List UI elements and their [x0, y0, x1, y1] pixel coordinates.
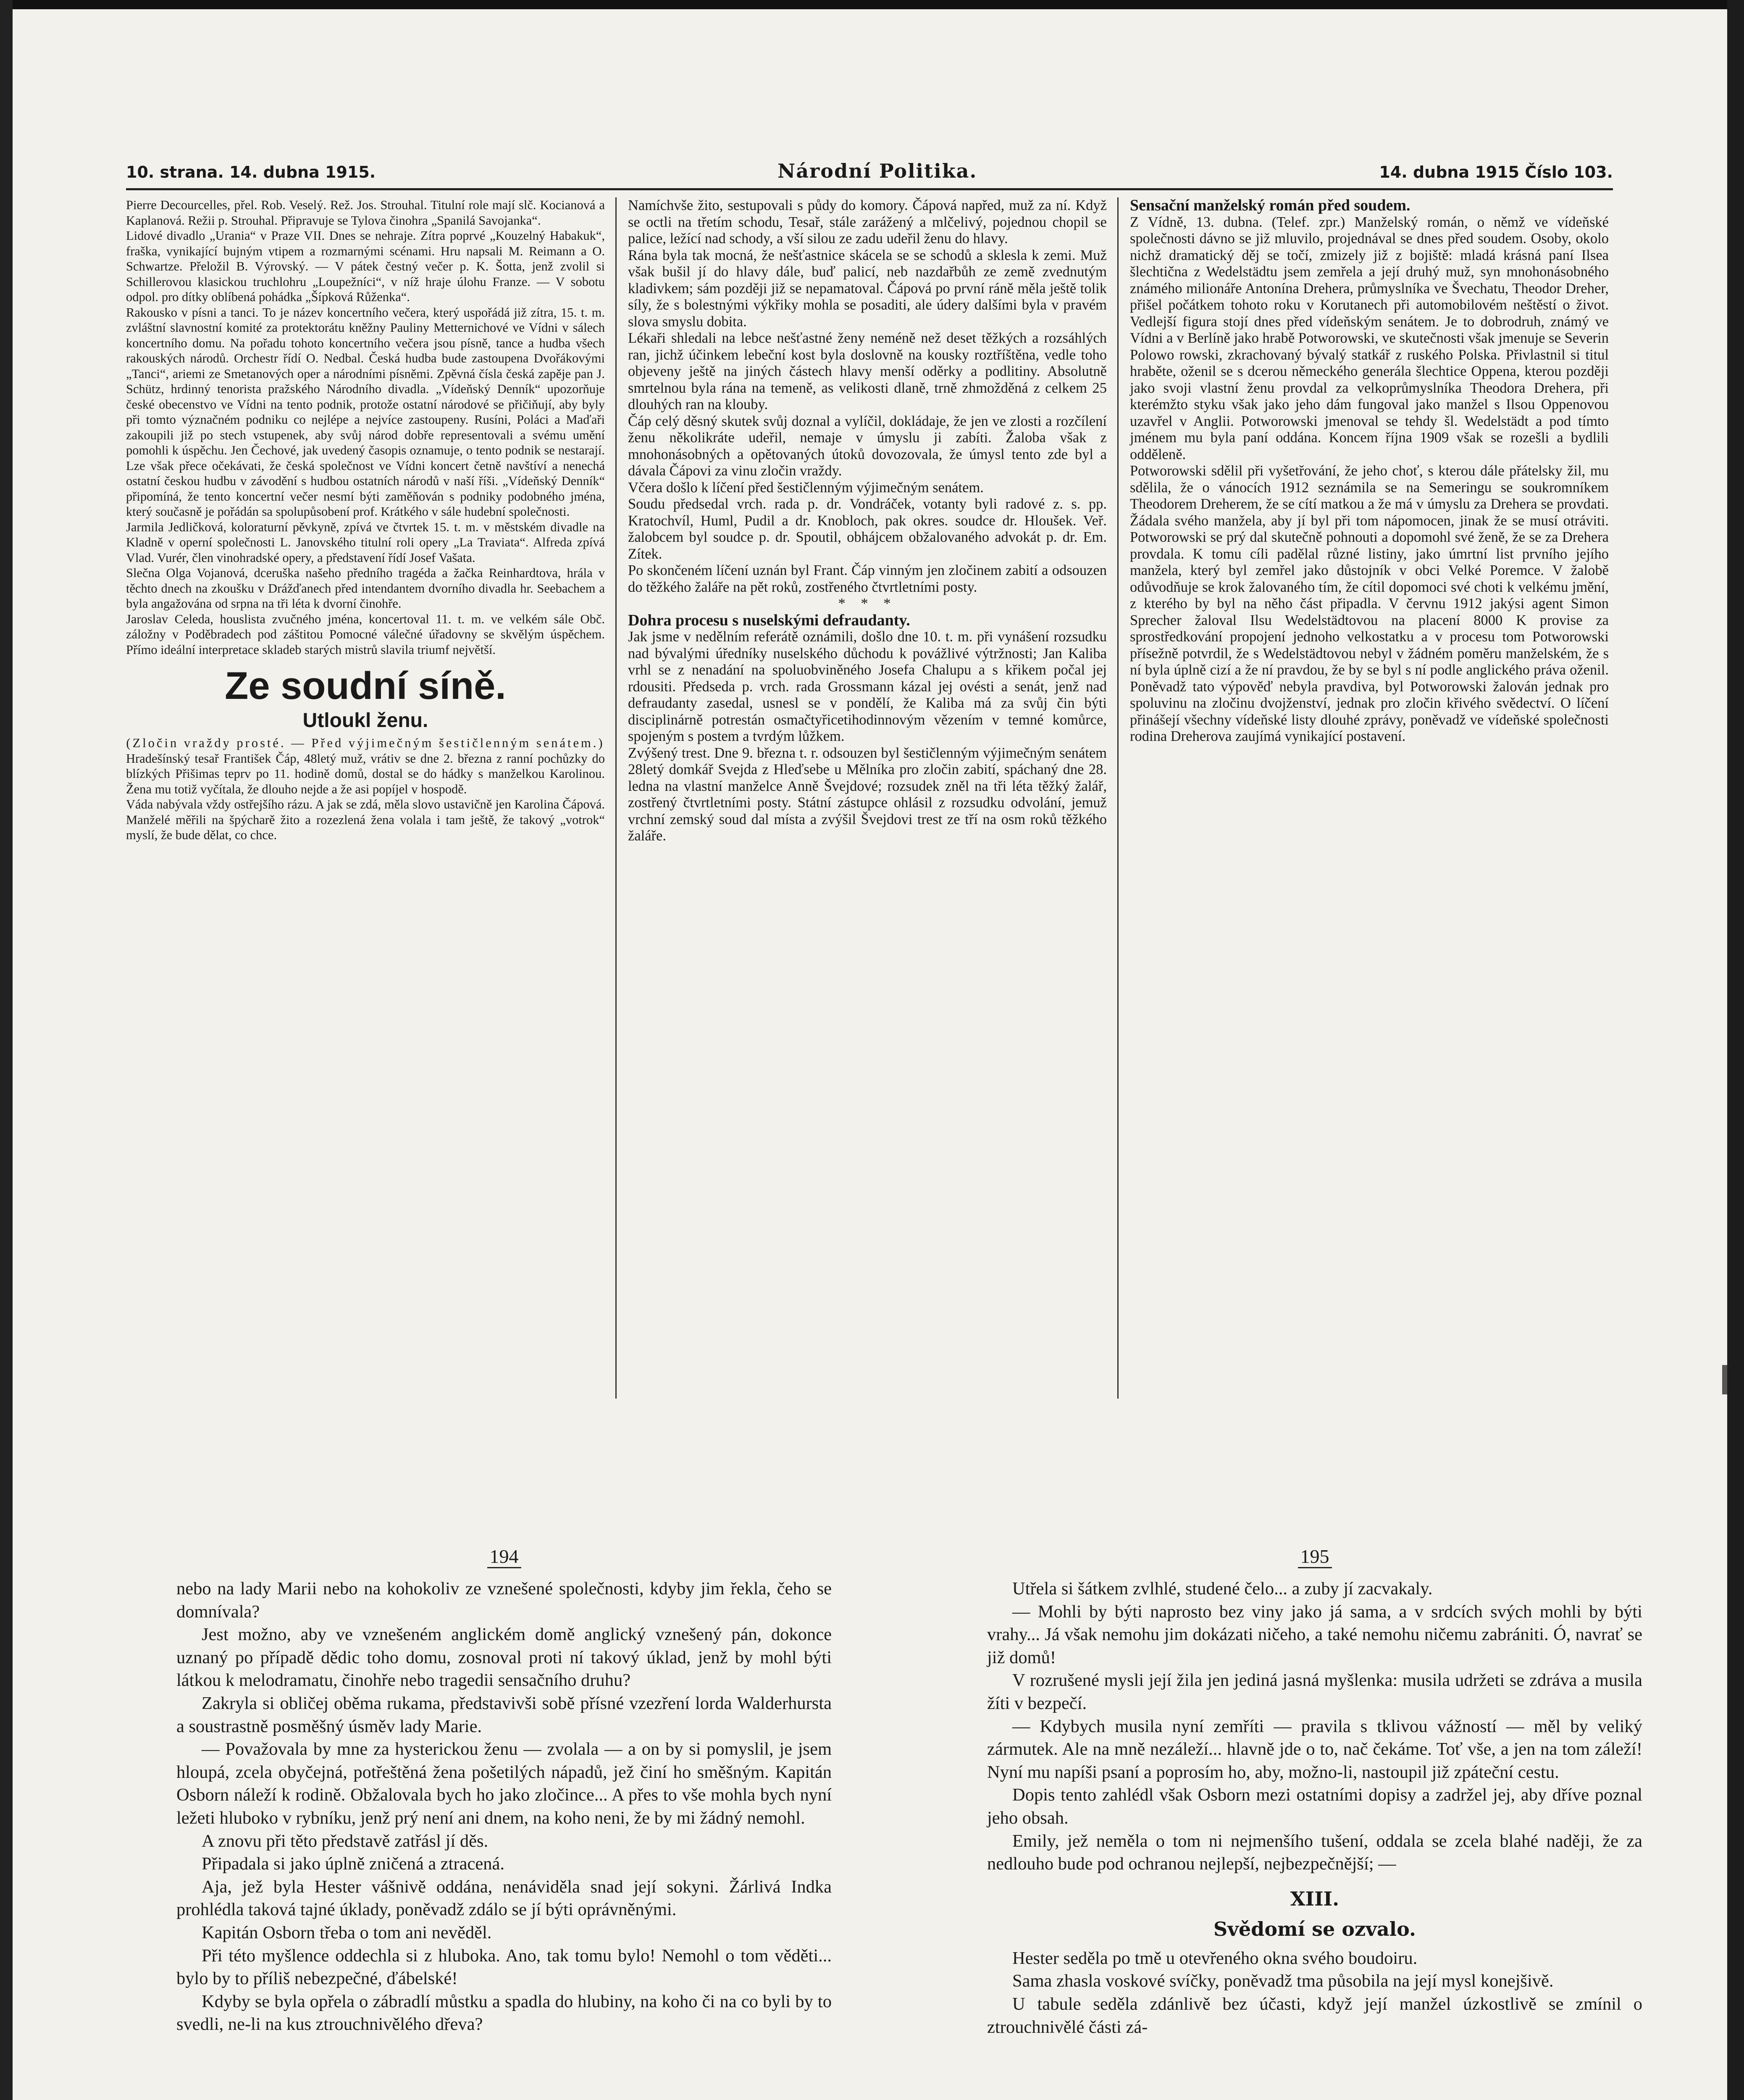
book-paragraph: Připadala si jako úplně zničená a ztracená. [202, 1854, 504, 1874]
book-paragraph: nebo na lady Marii nebo na kohokoliv ze vznešené společnosti, kdyby jim řekla, čeho se domnívala? [176, 1579, 832, 1622]
page-date-left: 10. strana. 14. dubna 1915. [126, 163, 376, 181]
newspaper-clipping [126, 160, 1613, 1399]
page-number [176, 1546, 832, 1567]
article-paragraph: Lékaři shledali na lebce nešťastné ženy neméně než deset těžkých a rozsáhlých ran, jichž účinkem lebeční kost byla doslovně na kousky roztříštěna, vedle toho objeveny ještě na jiných částech hlavy menší oděrky a podlitiny. Absolutně smrtelnou byla rána na temeně, as velikosti dlaně, trně zhmožděná z celkem 25 dlouhých ran na klouby. [628, 330, 1107, 412]
book-paragraph: — Považovala by mne za hysterickou ženu — zvolala — a on by si pomyslil, je jsem hloupá, zcela obyčejná, potřeštěná žena pošetilých nápadů, jež činí ho směšným. Kapitán Osborn náleží k rodině. Obžalovala bych ho jako zločince... A přes to vše mohla bych nyní ležeti hluboko v rybníku, jenž prý není ani dnem, na koho neni, že by mi žádný nemohl. [176, 1739, 832, 1828]
book-paragraph: A znovu při těto představě zatřásl jí děs. [202, 1831, 489, 1851]
page-number-text: 195 [1298, 1546, 1332, 1568]
news-paragraph: Jaroslav Celeda, houslista zvučného jména, koncertoval 11. t. m. ve velkém sále Obč. záložny v Poděbradech pod záštitou Pomocné válečné úřadovny se skvělým úspěchem. Přímo ideální interpretace skladeb starých mistrů slavila triumf největší. [126, 612, 605, 657]
article-paragraph: Potworowski sdělil při vyšetřování, že jeho choť, s kterou dále přátelsky žil, mu sdělila, že o vánocích 1912 seznámila se na Semeringu se soukromníkem Theodorem Dreherem, že se cítí matkou a že má v úmyslu za Drehera se provdati. Žádala svého manžela, aby jí byl při tom nápomocen, jinak že se musí otráviti. Potworowski se prý dal skutečně pohnouti a dopomohl své ženě, že se za Drehera provdala. K tomu cíli padělal různé listiny, jako úmrtní list prvního jejího manžela, který byl zemřel jako důstojník v obci Velké Poremce. V žalobě odůvodňuje se krok žalovaného tím, že cítil dopomoci své choti k velkému jmění, z kterého by byl na něho část připadla. V červnu 1912 jakýsi agent Simon Sprecher žaloval Ilsu Wedelstädtovou na placení 8000 K provise za sprostředkování propojení jednoho velkostatku a v procesu tom Potworowski přísežně potvrdil, že s Wedelstädtovou nebyl v žádném poměru manželském, že s ní byla úplně cizí a že ní pravdou, že by se byl s ní podle anglického práva oženil. Poněvadž tato výpověď nebyla pravdiva, byl Potworowski žalován jednak pro spoluvinu na zločinu dvojženství, jednak pro zločin křivého svědectví. O líčení přinášejí všechny vídeňské listy dlouhé zprávy, poněvadž ve vídeňské společnosti rodina Dreherova zaujímá vynikající postavení. [1130, 463, 1609, 744]
news-paragraph: Rakousko v písni a tanci. To je název koncertního večera, který uspořádá již zítra, 15. t. m. zvláštní slavnostní komité za protektorátu kněžny Pauliny Metternichové ve Vídni v sálech koncertního domu. Na pořadu tohoto koncertního večera jsou písně, tance a hudba všech rakouských národů. Orchestr řídí O. Nedbal. Česká hudba bude zastoupena Dvořákovými „Tanci“, ariemi ze Smetanových oper a národními písněmi. Zpěvná čísla česká zapěje pan J. Schütz, hrdinný tenorista pražského Národního divadla. „Vídeňský Denník“ upozorňuje české obecenstvo ve Vídni na tento podnik, protože ostatní národové se přičiňují, aby byly při tomto význačném podniku co nejlépe a nejvíce zastoupeny. Rusíni, Poláci a Maďaři zakoupili již po stech vstupenek, aby svůj národ dobře representovali a svému umění pomohli k úspěchu. Jen Čechové, jak uvedený časopis oznamuje, o tento podnik se nestarají. Lze však přece očekávati, že česká společnost ve Vídni koncert četně navštíví a nenechá ostatní českou hudbu v závodění s hudbou ostatních národů v naší říši. „Vídeňský Denník“ připomíná, že tento koncertní večer nesmí býti zaměňován s podniky podobného jména, který současně je pořádán sa spolupůsobení prof. Krátkého v sále hudební společnosti. [126, 305, 605, 519]
column-3 [1130, 197, 1609, 745]
article-paragraph: Z Vídně, 13. dubna. (Telef. zpr.) Manželský román, o němž ve vídeňské společnosti dávno se již mluvilo, projednával se dnes před soudem. Osoby, okolo nichž dramatický děj se točí, zmizely již z bojiště: mladá krásná paní Ilsea šlechtična z Wedelstädtu jsem zemřela a její druhý muž, syn mnohonásobného známého milionáře Antonína Drehera, průmyslníka ve Švechatu, Theodor Dreher, přišel počátkem tohoto roku v Korutanech při automobilovém neštěstí o život. Vedlejší figura stojí dnes před vídeňským senátem. Je to dobrodruh, známý ve Vídni a v Berlíně jako hrabě Potworowski, ve skutečnosti však jmenuje se Severin Polowo rowski, zkrachovaný bývalý statkář z ruského Polska. Přivlastnil si titul hraběte, oženil se s dcerou německého generála šlechtice Oppena, kterou později jako svoji vlastní ženu provdal za velkoprůmyslníka Theodora Drehera, při kterémžto styku však jako jeho dám fungoval jako manžel s Ilsou Oppenovou uzavřel v Anglii. Potworowski jmenoval se tehdy šl. Wedelstädt a pod tímto jménem mu byla paní oddána. Koncem října 1909 však se rozešli a bydlili odděleně. [1130, 214, 1609, 462]
book-paragraph: Dopis tento zahlédl však Osborn mezi ostatními dopisy a zadržel jej, aby dříve poznal jeho obsah. [987, 1785, 1642, 1828]
scan-border-right [1727, 0, 1744, 2100]
book-paragraph: V rozrušené mysli její žila jen jediná jasná myšlenka: musila udržeti se zdráva a musila žíti v bezpečí. [987, 1670, 1642, 1713]
scan-border-left [0, 0, 13, 2100]
article-paragraph: Zvýšený trest. Dne 9. března t. r. odsouzen byl šestičlenným výjimečným senátem 28letý domkář Svejda z Hleďsebe u Mělníka pro zločin zabití, spáchaný dne 28. ledna na vlastní manželce Anně Švejdové; rozsudek zněl na tři léta těžký žalář, zostřený čtvrtletními posty. Státní zástupce ohlásil z rozsudku odvolání, jemuž vrchní zemský soud dal místa a zvýšil Švejdovi trest ze tří na osm roků těžkého žaláře. [628, 745, 1107, 844]
book-page-left [176, 1546, 832, 2100]
book-paragraph: Emily, jež neměla o tom ni nejmenšího tušení, oddala se zcela blahé naději, že za nedlouho bude pod ochranou nejlepší, nejbezpečnější; — [987, 1831, 1642, 1874]
article-paragraph: Váda nabývala vždy ostřejšího rázu. A jak se zdá, měla slovo ustavičně jen Karolina Čápová. Manželé měřili na špýcharě žito a rozezlená žena volala i tam ještě, že takový „votrok“ myslí, že bude dělat, co chce. [126, 797, 605, 842]
article-subtitle: (Zločin vraždy prosté. — Před výjimečným šestičlenným senátem.) [126, 736, 605, 750]
book-paragraph: Při této myšlence oddechla si z hluboka. Ano, tak tomu bylo! Nemohl o tom věděti... bylo by to příliš nebezpečné, ďábelské! [176, 1945, 832, 1989]
article-paragraph: Po skončeném líčení uznán byl Frant. Čáp vinným jen zločinem zabití a odsouzen do těžkého žaláře na pět roků, zostřeného čtvrtletními posty. [628, 562, 1107, 595]
book-paragraph: Kapitán Osborn třeba o tom ani nevěděl. [202, 1922, 492, 1942]
article-title: Utloukl ženu. [302, 709, 428, 732]
newspaper-title: Národní Politika. [777, 160, 977, 182]
column-1 [126, 197, 605, 843]
chapter-title: Svědomí se ozvalo. [1213, 1917, 1416, 1940]
book-paragraph: Aja, jež byla Hester vášnivě oddána, nenáviděla snad její sokyni. Žárlivá Indka prohlédla taková tajné úklady, poněvadž zdálo se jí býti oprávněnými. [176, 1877, 832, 1920]
news-paragraph: Pierre Decourcelles, přel. Rob. Veselý. Rež. Jos. Strouhal. Titulní role mají slč. Kocianová a Kaplanová. Režii p. Strouhal. Připravuje se Tylova činohra „Spanilá Savojanka“. [126, 198, 605, 228]
book-paragraph: Kdyby se byla opřela o zábradlí můstku a spadla do hlubiny, na koho či na co byli by to svedli, ne-li na kus ztrouchnivělého dřeva? [176, 1991, 832, 2034]
column-divider [1117, 197, 1119, 1399]
book-paragraph: Sama zhasla voskové svíčky, poněvadž tma působila na její mysl konejšivě. [1012, 1971, 1554, 1991]
article-title: Dohra procesu s nuselskými defraudanty. [628, 611, 910, 629]
book-paragraph: Utřela si šátkem zvlhlé, studené čelo... a zuby jí zacvakaly. [1012, 1579, 1433, 1599]
article-paragraph: Rána byla tak mocná, že nešťastnice skácela se se schodů a sklesla k zemi. Muž však bušil jí do hlavy dále, buď palicí, neb nazdařbůh ze země zvednutým kladivkem; sám později již se nepamatoval. Čápová po první ráně měla ještě tolik síly, že s bolestnými výkřiky mohla se posaditi, ale údery dalšími byla v pravém slova smyslu dobita. [628, 247, 1107, 330]
article-title: Sensační manželský román před soudem. [1130, 197, 1410, 214]
book-paragraph: Hester seděla po tmě u otevřeného okna svého boudoiru. [1012, 1948, 1418, 1968]
article-paragraph: Jak jsme v nedělním referátě oznámili, došlo dne 10. t. m. při vynášení rozsudku nad bývalými úředníky nuselského důchodu k povážlivé výtržnosti; Jan Kaliba vrhl se z nenadání na spoluobviněného Josefa Chalupu a s křikem počal jej rdousiti. Předseda p. vrch. rada Grossmann kázal jej ovésti a senát, jenž nad defraudanty zasedal, usnesl se v pondělí, že Kaliba má za svůj čin býti disciplinárně potrestán osmačtyřicetihodinnovým vězením v temné komůrce, spojeným s postem a tvrdým lůžkem. [628, 629, 1107, 744]
issue-number: 14. dubna 1915 Číslo 103. [1379, 163, 1613, 181]
article-paragraph: Soudu předsedal vrch. rada p. dr. Vondráček, votanty byli radové z. s. pp. Kratochvíl, Huml, Pudil a dr. Knobloch, pak okres. soudce dr. Hloušek. Veř. žalobcem byl soudce p. dr. Spoutil, obhájcem obžalovaného advokát p. dr. Em. Zítek. [628, 496, 1107, 562]
page-number [987, 1546, 1642, 1567]
column-2 [628, 197, 1107, 845]
newspaper-masthead [126, 160, 1613, 185]
scan-artifact [1722, 1365, 1727, 1394]
book-paragraph: — Mohli by býti naprosto bez viny jako já sama, a v srdcích svých mohli by býti vrahy... Já však nemohu jim dokázati ničeho, a také nemohu ničemu zabrániti. Ó, navrať se již domů! [987, 1601, 1642, 1667]
article-paragraph: Namíchvše žito, sestupovali s půdy do komory. Čápová napřed, muž za ní. Když se octli na třetím schodu, Tesař, stále zarážený a mlčelivý, pojednou chopil se palice, ležící nad schody, a vší silou ze zadu udeřil ženu do hlavy. [628, 197, 1107, 247]
book-paragraph: — Kdybych musila nyní zemříti — pravila s tklivou vážností — měl by veliký zármutek. Ale na mně nezáleží... hlavně jde o to, nač čekáme. Toť vše, a jen na tom záleží! Nyní mu napíši psaní a poprosím ho, aby, možno-li, nastoupil již zpáteční cestu. [987, 1716, 1642, 1782]
section-title: Ze soudní síně. [225, 664, 506, 707]
page-number-text: 194 [487, 1546, 521, 1568]
book-page-right [987, 1546, 1642, 2100]
book-paragraph: Zakryla si obličej oběma rukama, představivši sobě přísné vzezření lorda Walderhursta a soustrastně posměšný úsměv lady Marie. [176, 1693, 832, 1736]
chapter-number: XIII. [1290, 1887, 1340, 1910]
book-paragraph: U tabule seděla zdánlivě bez účasti, když její manžel úzkostlivě se zmínil o ztrouchnivělé části zá- [987, 1994, 1642, 2037]
column-divider [615, 197, 617, 1399]
news-paragraph: Slečna Olga Vojanová, dceruška našeho předního tragéda a žačka Reinhardtova, hrála v těchto dnech na zkoušku v Drážďanech před intendantem dvorního divadla hr. Seebachem a byla angažována od srpna na tři léta k dvorní činohře. [126, 566, 605, 611]
news-paragraph: Lidové divadlo „Urania“ v Praze VII. Dnes se nehraje. Zítra poprvé „Kouzelný Habakuk“, fraška, vynikající bujným vtipem a rozmarnými scénami. Hru napsali M. Reimann a O. Schwartze. Přeložil B. Výrovský. — V pátek čestný večer p. K. Šotta, jenž zvolil si Schillerovou klasickou truchlohru „Loupežníci“, v níž hraje úlohu Franze. — V sobotu odpol. pro dítky oblíbená pohádka „Šípková Růženka“. [126, 228, 605, 304]
separator-stars: * * * [838, 596, 897, 612]
article-paragraph: Čáp celý děsný skutek svůj doznal a vylíčil, dokládaje, že jen ve zlosti a rozčílení ženu několikráte udeřil, nemaje v úmyslu ji zabíti. Žaloba však z mnohonásobných a opětovaných útoků dovozovala, že úmysl tento zde byl a dávala Čápovi za vinu zločin vraždy. [628, 413, 1107, 479]
news-paragraph: Jarmila Jedličková, koloraturní pěvkyně, zpívá ve čtvrtek 15. t. m. v městském divadle na Kladně v operní společnosti L. Janovského titulní roli opery „La Traviata“. Alfreda zpívá Vlad. Vurér, člen vinohradské opery, a představení řídí Josef Vašata. [126, 520, 605, 565]
masthead-rule [126, 188, 1613, 190]
book-paragraph: Jest možno, aby ve vznešeném anglickém domě anglický vznešený pán, dokonce uznaný po případě dědic toho domu, zosnoval proti ní takový úklad, jenž by mohl býti látkou k melodramatu, činohře nebo tragedii sensačního druhu? [176, 1625, 832, 1690]
article-paragraph: Včera došlo k líčení před šestičlenným výjimečným senátem. [628, 479, 984, 496]
scan-border-top [0, 0, 1744, 9]
article-paragraph: Hradešínský tesař František Čáp, 48letý muž, vrátiv se dne 2. března z ranní pochůzky do blízkých Přišimas teprv po 11. hodině domů, dostal se do hádky s manželkou Karolinou. Žena mu totiž vyčítala, že dlouho nejde a že asi popíjel v hospodě. [126, 751, 605, 796]
